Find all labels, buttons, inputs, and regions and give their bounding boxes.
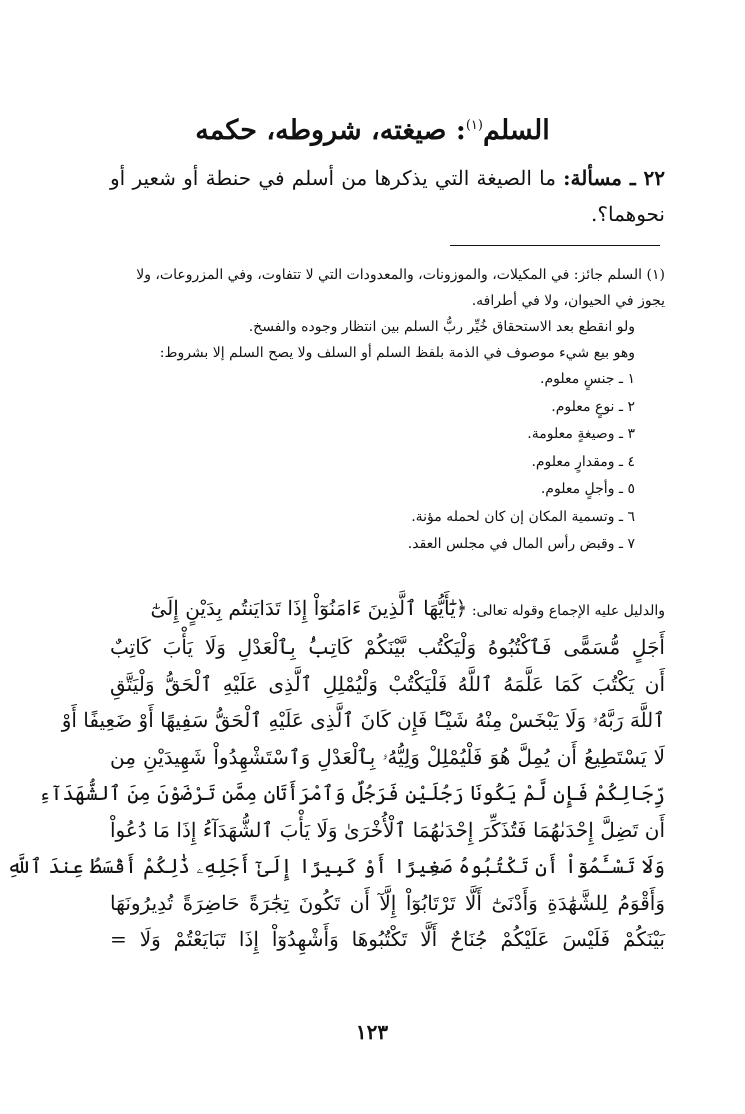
verse-line: أَجَلٍ مُّسَمًّى فَٱكْتُبُوهُ وَلْيَكْتُب بَّيْنَكُمْ كَاتِبُۢ بِٱلْعَدْلِ وَلَا يَأْبَ كَاتِبٌ xyxy=(110,635,665,659)
footnote-block xyxy=(110,262,665,559)
footnote-text-1: السلم جائز: في المكيلات، والموزونات، والمعدودات التي لا تتفاوت، وفي المزروعات، ولا يجوز في الحيوان، ولا في أطرافه. xyxy=(136,267,665,309)
verse-line: بَيْنَكُمْ فَلَيْسَ عَلَيْكُمْ جُنَاحٌ أَلَّا تَكْتُبُوهَا وَأَشْهِدُوٓاْ إِذَا تَبَايَعْتُمْ وَلَا = xyxy=(110,927,665,951)
question-paragraph xyxy=(110,160,665,232)
verse-line: وَأَقْوَمُ لِلشَّهَٰدَةِ وَأَدْنَىٰٓ أَلَّا تَرْتَابُوٓاْ إِلَّآ أَن تَكُونَ تِجَٰرَةً حَاضِرَةً تُدِيرُونَهَا xyxy=(110,890,665,915)
condition-item: ٧ ـ وقبض رأس المال في مجلس العقد. xyxy=(407,536,635,552)
chapter-title xyxy=(90,108,655,149)
evidence-intro: والدليل عليه الإجماع وقوله تعالى: xyxy=(471,603,665,619)
verse-line: أَن يَكْتُبَ كَمَا عَلَّمَهُ ٱللَّهُ فَلْيَكْتُبْ وَلْيُمْلِلِ ٱلَّذِى عَلَيْهِ ٱلْحَقُّ وَلْيَتَّقِ xyxy=(110,671,665,696)
conditions-list xyxy=(110,366,665,559)
verse-line: رِّجَالِكُمْ فَإِن لَّمْ يَكُونَا رَجُلَيْنِ فَرَجُلٌ وَٱمْرَأَتَانِ مِمَّن تَرْضَوْنَ مِنَ ٱلشُّهَدَآءِ xyxy=(38,781,665,805)
footnote-paragraph-1 xyxy=(110,262,665,314)
evidence-first-line xyxy=(110,595,665,629)
verse-line: أَن تَضِلَّ إِحْدَىٰهُمَا فَتُذَكِّرَ إِحْدَىٰهُمَا ٱلْأُخْرَىٰ وَلَا يَأْبَ ٱلشُّهَدَآءُ إِذَا مَا دُعُواْ xyxy=(110,817,665,842)
verse-line: وَلَا تَسْـَٔمُوٓاْ أَن تَكْتُبُوهُ صَغِيرًا أَوْ كَبِيرًا إِلَىٰٓ أَجَلِهِۦ ذَٰلِكُمْ أَقْسَطُ عِندَ ٱللَّهِ xyxy=(6,854,665,878)
condition-item: ٢ ـ نوعٍ معلوم. xyxy=(551,398,635,415)
footnote-separator xyxy=(450,245,660,246)
footnote-paragraph-2: ولو انقطع بعد الاستحقاق خُيِّر ربُّ السلم بين انتظار وجوده والفسخ. xyxy=(248,319,635,335)
evidence-block xyxy=(6,595,665,958)
condition-item: ١ ـ جنسٍ معلوم. xyxy=(540,371,635,387)
verse-line: لَا يَسْتَطِيعُ أَن يُمِلَّ هُوَ فَلْيُمْلِلْ وَلِيُّهُۥ بِٱلْعَدْلِ وَٱسْتَشْهِدُواْ شَهِيدَيْنِ مِن xyxy=(110,744,665,769)
footnote-paragraph-3: وهو بيع شيء موصوف في الذمة بلفظ السلم أو السلف ولا يصح السلم إلا بشروط: xyxy=(159,345,635,361)
verse-lines xyxy=(6,629,665,958)
question-text: ما الصيغة التي يذكرها من أسلم في حنطة أو شعير أو نحوهما؟. xyxy=(110,166,665,226)
condition-item: ٣ ـ وصيغةٍ معلومة. xyxy=(527,426,635,442)
verse-line: ٱللَّهَ رَبَّهُۥ وَلَا يَبْخَسْ مِنْهُ شَيْـًٔا فَإِن كَانَ ٱلَّذِى عَلَيْهِ ٱلْحَقُّ سَفِيهًا أَوْ ضَعِيفًا أَوْ xyxy=(61,708,665,732)
condition-item: ٥ ـ وأجلٍ معلوم. xyxy=(540,481,635,497)
footnote-ref: (١) xyxy=(646,267,665,283)
question-number: ٢٢ ـ مسألة: xyxy=(563,166,666,190)
title-footnote-ref: (١) xyxy=(465,118,483,133)
title-rest: : صيغته، شروطه، حكمه xyxy=(195,115,466,146)
title-main: السلم xyxy=(482,115,550,146)
condition-item: ٤ ـ ومقدارٍ معلوم. xyxy=(531,453,635,470)
page-number: ١٢٣ xyxy=(355,1020,389,1044)
verse-opening: ﴿يَٰٓأَيُّهَا ٱلَّذِينَ ءَامَنُوٓاْ إِذَا تَدَايَنتُم بِدَيْنٍ إِلَىٰٓ xyxy=(150,596,468,620)
condition-item: ٦ ـ وتسمية المكان إن كان لحمله مؤنة. xyxy=(411,508,635,525)
